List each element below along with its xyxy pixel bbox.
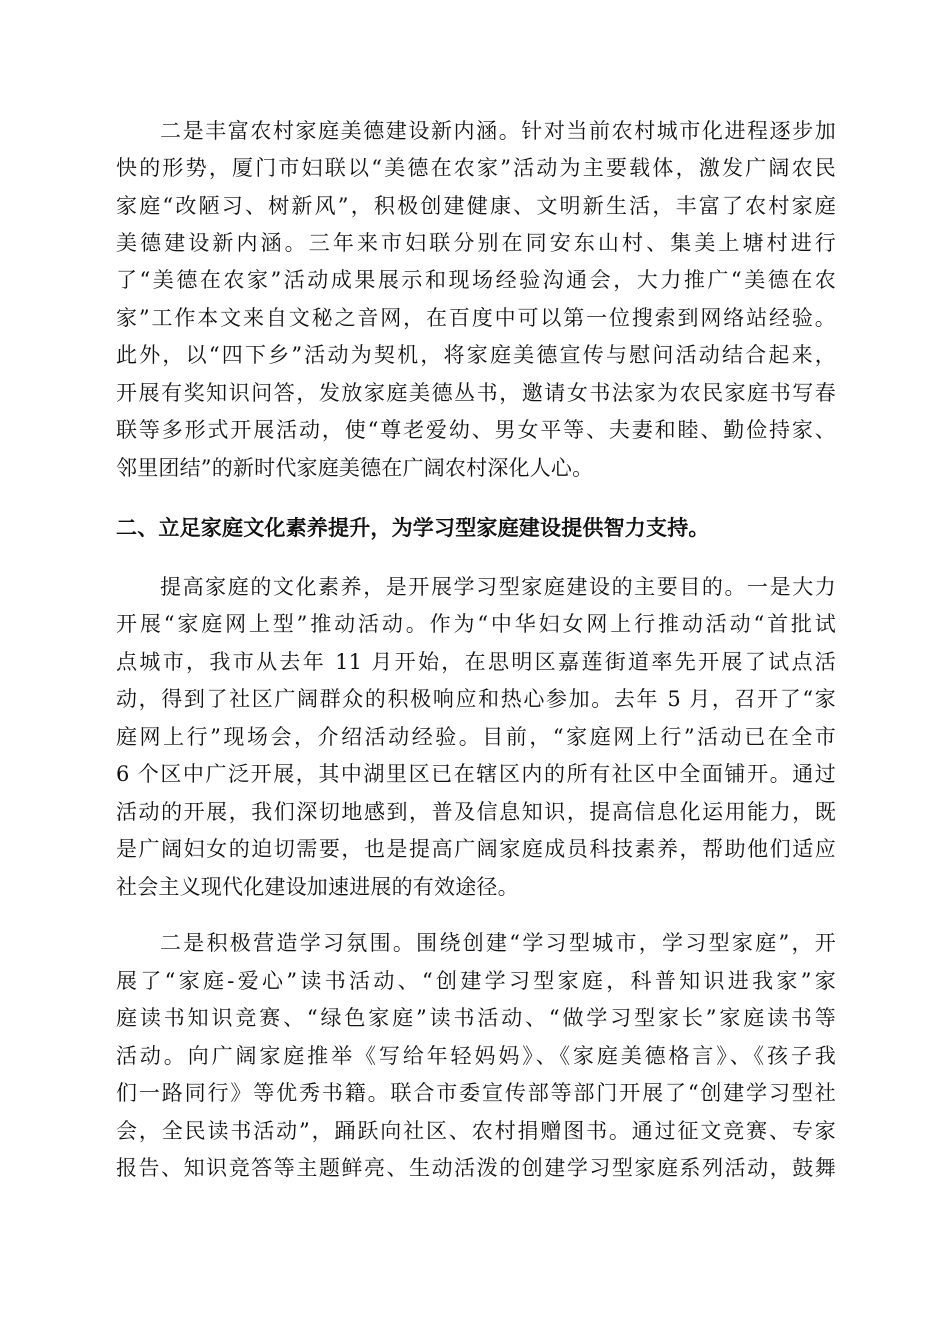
text-line: 了“美德在农家”活动成果展示和现场经验沟通会，大力推广“美德在农 [116,268,836,292]
text-line: 邻里团结”的新时代家庭美德在广阔农村深化人心。 [116,456,594,480]
text-line: 活动的开展，我们深切地感到，普及信息知识，提高信息化运用能力，既 [116,800,836,824]
text-line: 庭网上行”现场会，介绍活动经验。目前，“家庭网上行”活动已在全市 [116,725,836,749]
text-line: 快的形势，厦门市妇联以“美德在农家”活动为主要载体，激发广阔农民 [116,156,836,180]
text-line: 们一路同行》等优秀书籍。联合市委宣传部等部门开展了“创建学习型社 [116,1081,836,1105]
text-line: 美德建设新内涵。三年来市妇联分别在同安东山村、集美上塘村进行 [116,231,836,255]
text-line: 活动。向广阔家庭推举《写给年轻妈妈》、《家庭美德格言》、《孩子我 [116,1044,836,1068]
section-heading: 二、立足家庭文化素养提升，为学习型家庭建设提供智力支持。 [116,515,710,540]
text-line: 此外，以“四下乡”活动为契机，将家庭美德宣传与慰问活动结合起来， [116,343,836,367]
text-line: 报告、知识竞答等主题鲜亮、生动活泼的创建学习型家庭系列活动，鼓舞 [116,1156,836,1180]
text-line: 家”工作本文来自文秘之音网，在百度中可以第一位搜索到网络站经验。 [116,306,836,330]
text-line: 会，全民读书活动”，踊跃向社区、农村捐赠图书。通过征文竞赛、专家 [116,1119,836,1143]
text-line: 开展有奖知识问答，发放家庭美德丛书，邀请女书法家为农民家庭书写春 [116,381,836,405]
text-line: 二是丰富农村家庭美德建设新内涵。针对当前农村城市化进程逐步加 [160,119,836,143]
text-line: 开展“家庭网上型”推动活动。作为“中华妇女网上行推动活动“首批试 [116,612,836,636]
text-line: 是广阔妇女的迫切需要，也是提高广阔家庭成员科技素养，帮助他们适应 [116,837,836,861]
text-line: 6 个区中广泛开展，其中湖里区已在辖区内的所有社区中全面铺开。通过 [116,762,836,786]
text-line: 展了“家庭-爱心”读书活动、“创建学习型家庭，科普知识进我家”家 [116,969,836,993]
text-line: 庭读书知识竞赛、“绿色家庭”读书活动、“做学习型家长”家庭读书等 [116,1006,836,1030]
text-line: 二是积极营造学习氛围。围绕创建“学习型城市，学习型家庭”，开 [160,931,836,955]
text-line: 动，得到了社区广阔群众的积极响应和热心参加。去年 5 月，召开了“家 [116,687,836,711]
text-line: 社会主义现代化建设加速进展的有效途径。 [116,875,519,899]
text-line: 联等多形式开展活动，使“尊老爱幼、男女平等、夫妻和睦、勤俭持家、 [116,418,836,442]
text-line: 提高家庭的文化素养，是开展学习型家庭建设的主要目的。一是大力 [160,575,836,599]
text-line: 点城市，我市从去年 11 月开始，在思明区嘉莲街道率先开展了试点活 [116,650,836,674]
text-line: 家庭“改陋习、树新风”，积极创建健康、文明新生活，丰富了农村家庭 [116,194,836,218]
